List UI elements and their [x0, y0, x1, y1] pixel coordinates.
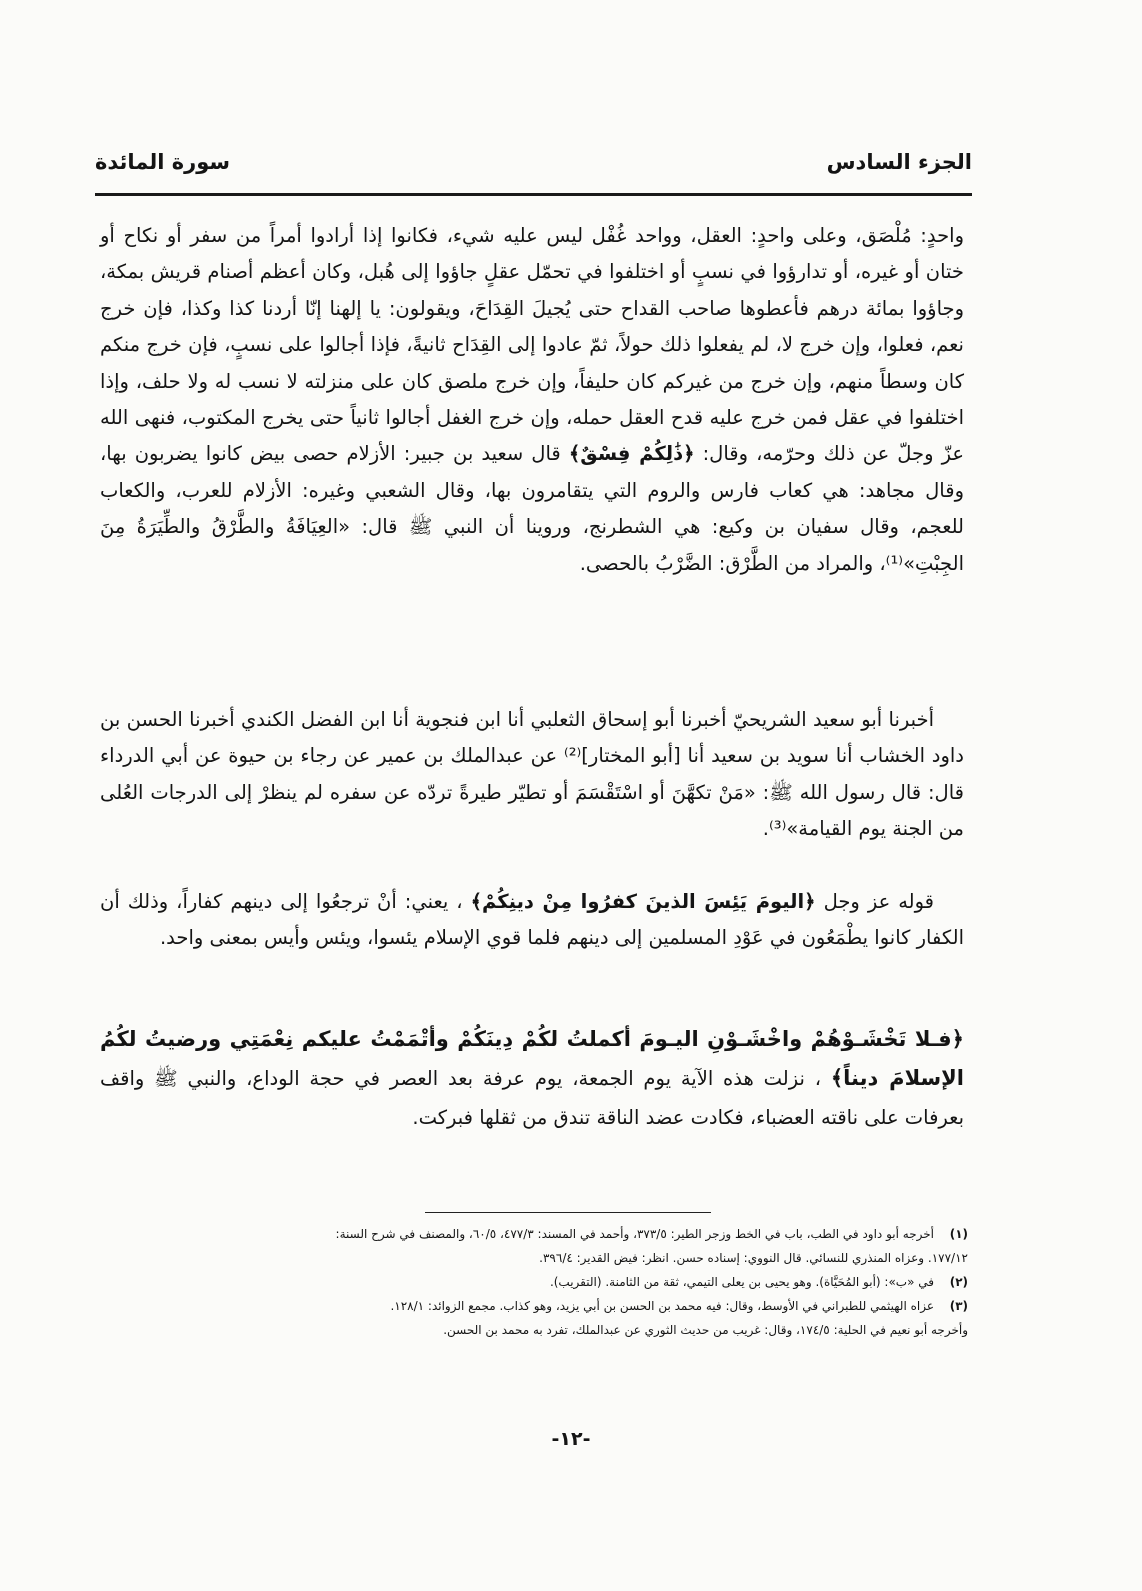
page-number: -١٢-	[551, 1428, 591, 1450]
header-rule	[95, 193, 972, 196]
footnote-rule	[425, 1212, 711, 1213]
footnote-number: (١)	[949, 1227, 968, 1241]
paragraph-1-rest: قال سعيد بن جبير: الأزلام حصى بيض كانوا يضربون بها، وقال مجاهد: هي كعاب فارس والروم التي يتقامرون بها، وقال الشعبي وغيره: الأزلام للعرب، والكعاب للعجم، وقال سفيان بن وكيع: هي الشطرنج، وروينا أن النبي ﷺ قال: «العِيَافَةُ والطَّرْقُ والطِّيَرَةُ مِنَ الجِبْتِ»⁽¹⁾، والمراد من الطَّرْق: الضَّرْبُ بالحصى.	[100, 442, 964, 575]
quran-verse: ﴿فـلا تَخْشَـوْهُمْ واخْشَـوْنِ اليـومَ أكملتُ لكُمْ دِينَكُمْ وأتْمَمْتُ عليكم نِعْمَتِي ورضيتُ لكُمُ الإسلامَ ديناً﴾	[100, 1027, 965, 1090]
footnote-text: وأخرجه أبو نعيم في الحلية: ١٧٤/٥، وقال: غريب من حديث الثوري عن عبدالملك، تفرد به محمد بن الحسن.	[443, 1323, 968, 1337]
footnote-number: (٢)	[949, 1275, 968, 1289]
paragraph-1-text: واحدٍ: مُلْصَق، وعلى واحدٍ: العقل، وواحد غُفْل ليس عليه شيء، فكانوا إذا أرادوا أمراً من سفر أو نكاح أو ختان أو غيره، أو تدارؤوا في نسبٍ أو اختلفوا في تحمّل عقلٍ جاؤوا إلى هُبل، وكان أعظم أصنام قريش بمكة، وجاؤوا بمائة درهم فأعطوها صاحب القداح حتى يُجيلَ القِدَاحَ، ويقولون: يا إلهنا إنّا أردنا كذا وكذا، فإن خرج نعم، فعلوا، وإن خرج لا، لم يفعلوا ذلك حولاً، ثمّ عادوا إلى القِدَاح ثانيةً، فإذا أجالوا على نسبٍ، فإن خرج منكم كان وسطاً منهم، وإن خرج من غيركم كان حليفاً، وإن خرج ملصق كان على منزلته لا نسب له ولا حلف، وإذا اختلفوا في عقل فمن خرج عليه قدح العقل حمله، وإن خرج الغفل أجالوا ثانياً حتى يخرج المكتوب، فنهى الله عزّ وجلّ عن ذلك وحرّمه، وقال:	[100, 224, 965, 466]
footnote-1	[95, 1222, 968, 1246]
running-head	[95, 150, 972, 174]
paragraph-4-rest: ، نزلت هذه الآية يوم الجمعة، يوم عرفة بعد العصر في حجة الوداع، والنبي ﷺ واقف بعرفات على ناقته العضباء، فكادت عضد الناقة تندق من ثقلها فبركت.	[100, 1067, 964, 1129]
footnote-text: أخرجه أبو داود في الطب، باب في الخط وزجر الطير: ٣٧٣/٥، وأحمد في المسند: ٤٧٧/٣، ٦٠/٥، والمصنف في شرح السنة:	[335, 1227, 934, 1241]
footnote-2	[95, 1270, 968, 1294]
footnote-text: في «ب»: (أبو المُحَيَّاة). وهو يحيى بن يعلى التيمي، ثقة من الثامنة. (التقريب).	[549, 1275, 934, 1289]
paragraph-3	[100, 884, 964, 1008]
footnote-3-continued	[95, 1318, 968, 1342]
footnote-3	[95, 1294, 968, 1318]
hadith-chain-text: أخبرنا أبو سعيد الشريحيّ أخبرنا أبو إسحاق الثعلبي أنا ابن فنجوية أنا ابن الفضل الكندي أخبرنا الحسن بن داود الخشاب أنا سويد بن سعيد أنا [أبو المختار]⁽²⁾ عن عبدالملك بن عمير عن رجاء بن حيوة عن أبي الدرداء قال: قال رسول الله ﷺ: «مَنْ تكهَّنَ أو اسْتَقْسَمَ أو تطيّر طيرةً تردّه عن سفره لم ينظرْ إلى الدرجات العُلى من الجنة يوم القيامة»⁽³⁾.	[100, 708, 964, 841]
paragraph-4	[100, 1020, 964, 1137]
main-text	[100, 218, 964, 1137]
paragraph-3-start: قوله عز وجل	[823, 890, 934, 913]
quran-verse: ﴿ذَٰلِكُمْ فِسْقٌ﴾	[568, 442, 695, 466]
paragraph-3-rest: ، يعني: أنْ ترجعُوا إلى دينهم كفاراً، وذلك أن الكفار كانوا يطْمَعُون في عَوْدِ المسلمين إلى دينهم فلما قوي الإسلام يئسوا، ويئس وأيس بمعنى واحد.	[100, 890, 964, 950]
quran-verse: ﴿اليومَ يَئِسَ الذينَ كفرُوا مِنْ دينِكُمْ﴾	[470, 890, 816, 913]
surah-title: سورة المائدة	[95, 150, 231, 174]
footnote-number: (٣)	[949, 1299, 968, 1313]
footnotes	[95, 1222, 968, 1342]
paragraph-1	[100, 218, 964, 698]
footnote-text: عزاه الهيثمي للطبراني في الأوسط، وقال: فيه محمد بن الحسن بن أبي يزيد، وهو كذاب. مجمع الزوائد: ١٢٨/١.	[390, 1299, 934, 1313]
footnote-text: ١٧٧/١٢. وعزاه المنذري للنسائي. قال النووي: إسناده حسن. انظر: فيض القدير: ٣٩٦/٤.	[539, 1251, 968, 1265]
part-title: الجزء السادس	[826, 150, 972, 174]
footnote-1-continued	[95, 1246, 968, 1270]
paragraph-2	[100, 702, 964, 870]
